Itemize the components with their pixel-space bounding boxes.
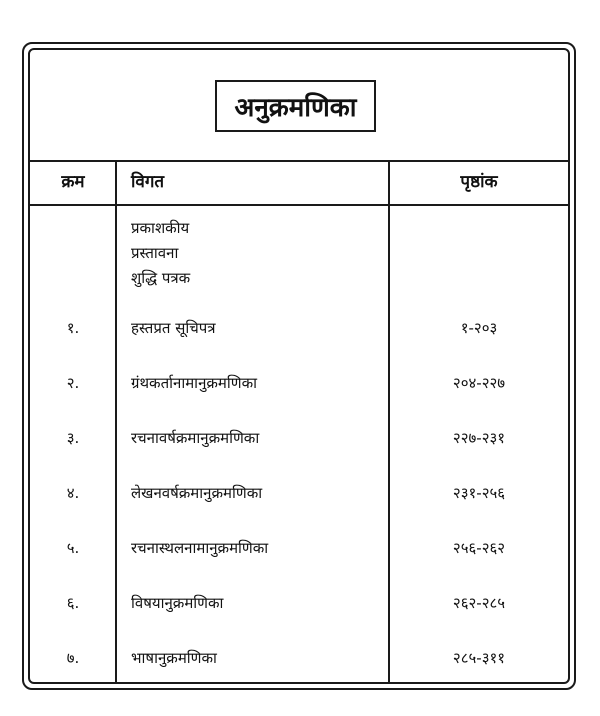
header-page: पृष्ठांक <box>460 172 498 192</box>
row-page: १-२०३ <box>460 319 498 337</box>
header-subject: विगत <box>131 172 165 192</box>
row-page: २६२-२८५ <box>452 594 506 612</box>
row-subject: लेखनवर्षक्रमानुक्रमणिका <box>131 484 263 502</box>
row-subject: भाषानुक्रमणिका <box>131 649 217 667</box>
row-subject: हस्तप्रत सूचिपत्र <box>131 319 216 337</box>
table-top-rule <box>30 160 568 162</box>
front-matter-item: प्रस्तावना <box>131 244 179 262</box>
front-matter-item: प्रकाशकीय <box>131 219 190 237</box>
header-serial: क्रम <box>61 172 85 192</box>
row-serial: ६. <box>66 594 80 612</box>
front-matter-item: शुद्धि पत्रक <box>131 269 191 287</box>
header-bottom-rule <box>30 204 568 206</box>
row-serial: ५. <box>66 539 80 557</box>
row-subject: रचनास्थलनामानुक्रमणिका <box>131 539 269 557</box>
row-page: २३१-२५६ <box>452 484 506 502</box>
row-page: २८५-३११ <box>452 649 506 667</box>
page-title: अनुक्रमणिका <box>215 80 376 132</box>
row-subject: विषयानुक्रमणिका <box>131 594 224 612</box>
row-serial: ७. <box>66 649 80 667</box>
row-subject: ग्रंथकर्तानामानुक्रमणिका <box>131 374 258 392</box>
inner-border <box>28 48 570 684</box>
row-serial: २. <box>66 374 80 392</box>
row-page: २२७-२३१ <box>452 429 506 447</box>
row-page: २५६-२६२ <box>452 539 506 557</box>
row-serial: ४. <box>66 484 80 502</box>
row-page: २०४-२२७ <box>452 374 506 392</box>
row-subject: रचनावर्षक्रमानुक्रमणिका <box>131 429 260 447</box>
row-serial: ३. <box>66 429 80 447</box>
row-serial: १. <box>66 319 80 337</box>
